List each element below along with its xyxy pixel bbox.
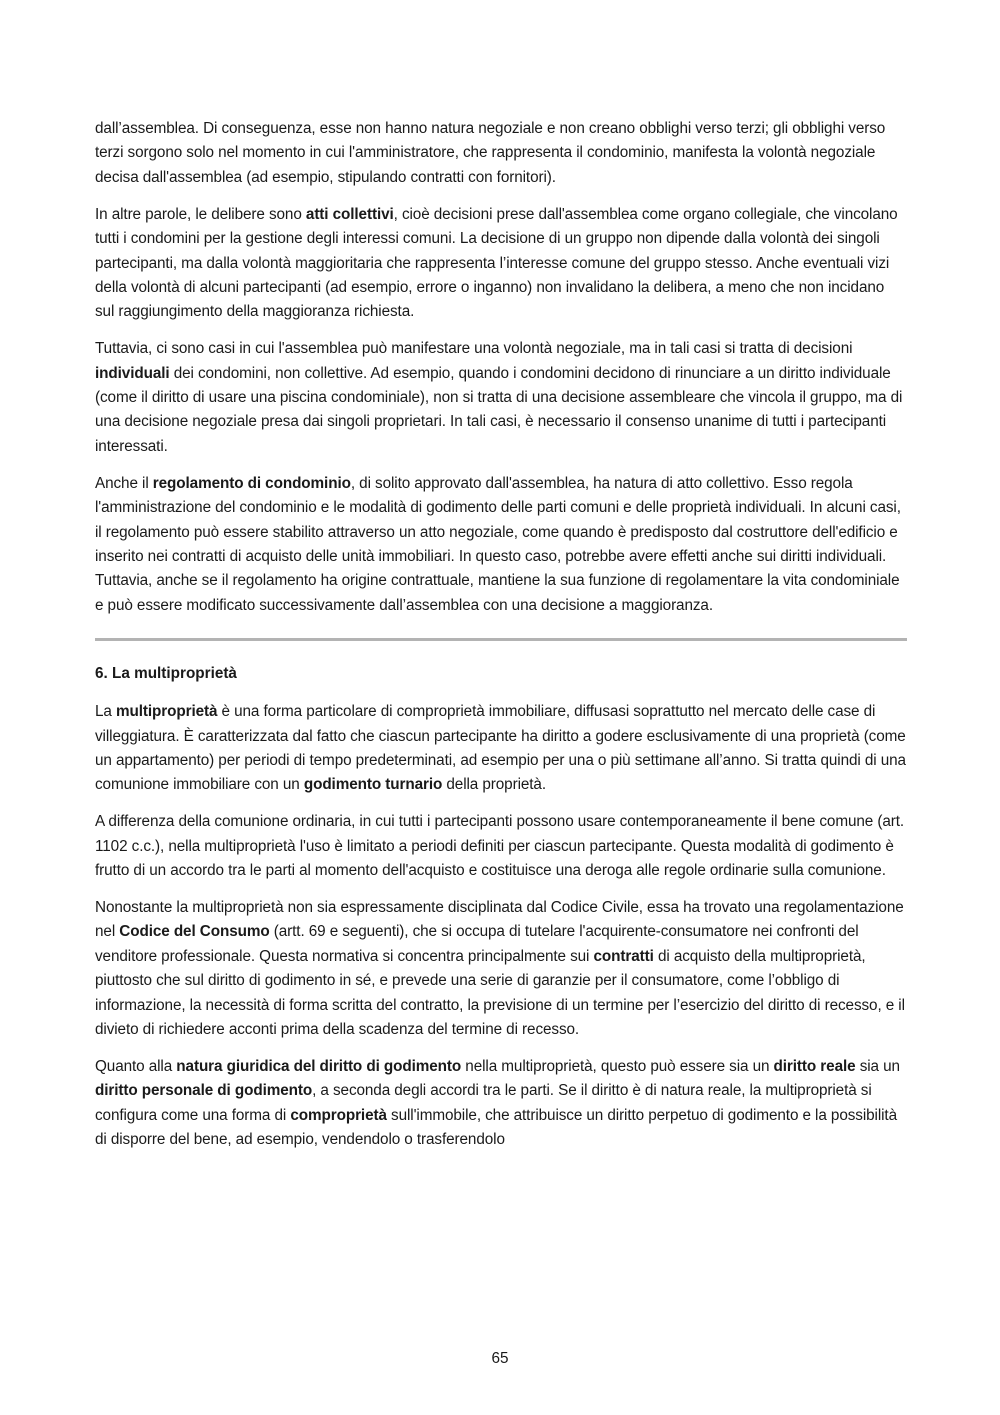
- paragraph-decisioni-individuali: Tuttavia, ci sono casi in cui l'assemblea può manifestare una volontà negoziale, ma in tali casi si tratta di decisioni individuali dei condomini, non collettive. Ad esempio, quando i condomini decidono di rinunciare a un diritto individuale (come il diritto di usare una piscina condominiale), non si tratta di una decisione assembleare che vincola il gruppo, ma di una decisione negoziale presa dai singoli proprietari. In tali casi, è necessario il consenso unanime di tutti i partecipanti interessati.: [95, 340, 903, 455]
- bold-term: regolamento di condominio: [152, 474, 351, 492]
- bold-term: diritto reale: [773, 1058, 856, 1075]
- paragraph-natura-giuridica: Quanto alla natura giuridica del diritto di godimento nella multiproprietà, questo può essere sia un diritto reale sia un diritto personale di godimento, a seconda degli accordi tra le parti. Se il diritto è di natura reale, la multiproprietà si configura come una forma di comproprietà sull'immobile, che attribuisce un diritto perpetuo di godimento e la possibilità di disporre del bene, ad esempio, vendendolo o trasferendolo: [95, 1058, 900, 1149]
- paragraph-delibere-natura: dall’assemblea. Di conseguenza, esse non hanno natura negoziale e non creano obblighi verso terzi; gli obblighi verso terzi sorgono solo nel momento in cui l'amministratore, che rappresenta il condominio, manifesta la volontà negoziale decisa dall'assemblea (ad esempio, stipulando contratti con fornitori).: [95, 120, 886, 186]
- bold-term: individuali: [95, 364, 170, 382]
- bold-term: Codice del Consumo: [119, 923, 270, 941]
- bold-term: godimento turnario: [303, 776, 443, 794]
- bold-term: contratti: [593, 947, 654, 965]
- page-content: [95, 117, 907, 1165]
- bold-term: diritto personale di godimento: [95, 1082, 313, 1100]
- paragraph-codice-consumo: Nonostante la multiproprietà non sia espressamente disciplinata dal Codice Civile, essa ha trovato una regolamentazione nel Codice del Consumo (artt. 69 e seguenti), che si occupa di tutelare l'acquirente-consumatore nei confronti del venditore professionale. Questa normativa si concentra principalmente sui contratti di acquisto della multiproprietà, piuttosto che sul diritto di godimento in sé, e prevede una serie di garanzie per il consumatore, come l’obbligo di informazione, la necessità di forma scritta del contratto, la previsione di un termine per l’esercizio del diritto di recesso, e il divieto di richiedere acconti prima della scadenza del termine di recesso.: [95, 899, 905, 1039]
- bold-term: multiproprietà: [115, 703, 218, 721]
- section-divider: [95, 638, 907, 641]
- paragraph-comunione-ordinaria: A differenza della comunione ordinaria, in cui tutti i partecipanti possono usare contemporaneamente il bene comune (art. 1102 c.c.), nella multiproprietà l'uso è limitato a periodi definiti per ciascun partecipante. Questa modalità di godimento è frutto di un accordo tra le parti al momento dell'acquisto e costituisce una deroga alle regole ordinarie sulla comunione.: [95, 813, 905, 880]
- bold-term: atti collettivi: [305, 205, 394, 223]
- section-heading: 6. La multiproprietà: [95, 665, 237, 683]
- paragraph-regolamento: Anche il regolamento di condominio, di solito approvato dall'assemblea, ha natura di atto collettivo. Esso regola l'amministrazione del condominio e le modalità di godimento delle parti comuni e delle proprietà individuali. In alcuni casi, il regolamento può essere stabilito attraverso un atto negoziale, come quando è predisposto dal costruttore dell'edificio e inserito nei contratti di acquisto delle unità immobiliari. In questo caso, potrebbe avere effetti anche sui diritti individuali. Tuttavia, anche se il regolamento ha origine contrattuale, mantiene la sua funzione di regolamentare la vita condominiale e può essere modificato successivamente dall’assemblea con una decisione a maggioranza.: [95, 474, 901, 614]
- paragraph-multiproprieta-definizione: La multiproprietà è una forma particolare di comproprietà immobiliare, diffusasi soprattutto nel mercato delle case di villeggiatura. È caratterizzata dal fatto che ciascun partecipante ha diritto a godere esclusivamente di una proprietà (come un appartamento) per periodi di tempo predeterminati, ad esempio per una o più settimane all’anno. Si tratta quindi di una comunione immobiliare con un godimento turnario della proprietà.: [95, 703, 906, 794]
- bold-term: comproprietà: [290, 1106, 387, 1124]
- paragraph-atti-collettivi: In altre parole, le delibere sono atti collettivi, cioè decisioni prese dall'assemblea come organo collegiale, che vincolano tutti i condomini per la gestione degli interessi comuni. La decisione di un gruppo non dipende dalla volontà dei singoli partecipanti, ma dalla volontà maggioritaria che rappresenta l’interesse comune del gruppo stesso. Anche eventuali vizi della volontà di alcuni partecipanti (ad esempio, errore o inganno) non invalidano la delibera, a meno che non incidano sul raggiungimento della maggioranza richiesta.: [95, 205, 898, 321]
- page-number: 65: [491, 1350, 509, 1367]
- bold-term: natura giuridica del diritto di godimento: [176, 1058, 462, 1075]
